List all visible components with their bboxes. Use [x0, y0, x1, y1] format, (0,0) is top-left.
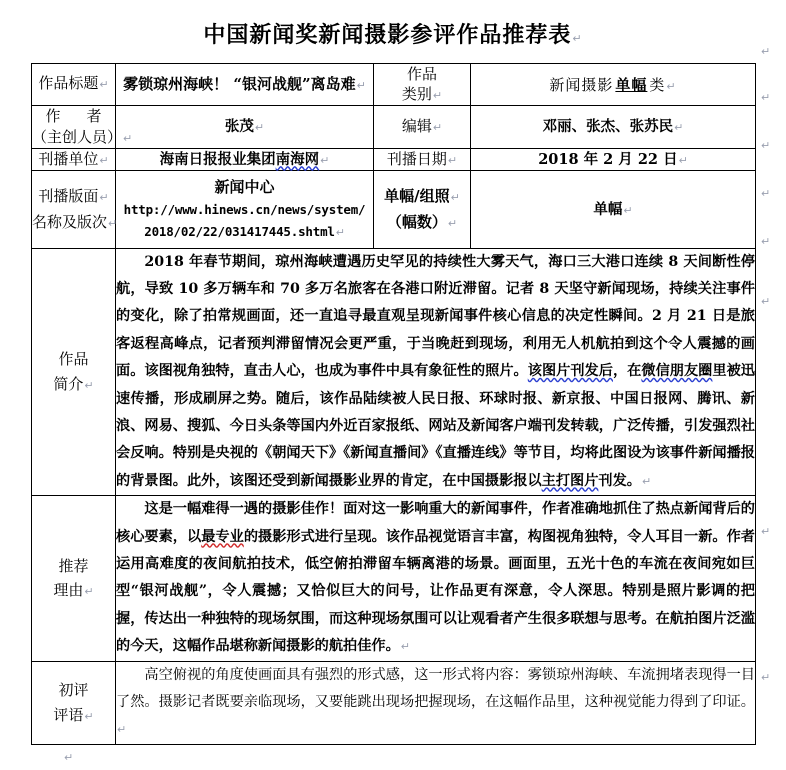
label-section-line2: 名称及版次↵ [32, 213, 118, 232]
paragraph-mark-icon: ↵ [674, 120, 684, 134]
paragraph-mark-icon: ↵ [335, 225, 345, 239]
right-margin-paragraph-marks [757, 45, 786, 745]
label-review [32, 661, 116, 744]
page-title [0, 0, 786, 63]
paragraph-mark-icon: ↵ [108, 217, 118, 231]
paragraph-mark-icon: ↵ [84, 378, 94, 392]
value-work-title: 雾锁琼州海峡！ “银河战舰”离岛难↵ [116, 64, 374, 106]
paragraph-mark-icon: ↵ [678, 153, 688, 167]
label-work-title: 作品标题↵ [32, 64, 116, 106]
summary-part-2: ，在 [612, 363, 642, 380]
table-row-author [32, 105, 756, 148]
label-reason-line2: 理由↵ [53, 581, 94, 600]
value-publisher-flagged: 南海网 [275, 150, 320, 168]
category-prefix: 新闻摄影 [549, 75, 614, 94]
paragraph-mark-icon: ↵ [84, 709, 94, 723]
category-selected: 单幅 [615, 75, 648, 94]
paragraph-mark-icon: ↵ [254, 120, 265, 134]
recommendation-form-table [31, 63, 756, 745]
form-table-wrapper [31, 45, 771, 745]
text-reason [116, 496, 756, 661]
value-section-name: 新闻中心 [214, 178, 275, 197]
label-review-line2: 评语↵ [53, 705, 94, 724]
paragraph-mark-icon: ↵ [761, 91, 771, 104]
paragraph-mark-icon: ↵ [99, 191, 109, 205]
label-reason-line1: 推荐 [58, 556, 89, 575]
paragraph-mark-icon: ↵ [761, 671, 771, 684]
label-reason [32, 496, 116, 661]
label-author-line2: （主创人员）↵ [32, 127, 133, 146]
paragraph-mark-icon: ↵ [99, 78, 109, 92]
paragraph-mark-icon: ↵ [117, 723, 127, 737]
paragraph-mark-icon: ↵ [641, 474, 652, 488]
summary-flagged-3: 主打图片 [541, 472, 599, 489]
value-editor: 邓丽、张杰、张苏民↵ [471, 105, 756, 148]
label-summary-line2: 简介↵ [53, 374, 94, 393]
value-publisher: 海南日报报业集团南海网↵ [116, 148, 374, 171]
paragraph-mark-icon: ↵ [761, 295, 771, 308]
summary-part-3: 里被迅速传播，形成刷屏之势。随后，该作品陆续被人民日报、环球时报、新京报、中国日报网、腾讯、新浪、网易、搜狐、今日头条等国内外近百家报纸、网站及新闻客户端刊发转载，广泛传播，引发强烈社会反响。特别是央视的《朝闻天下》《新闻直播间》《直播连线》等节目，均将此图设为该事件新闻播报的背景图。此外，该图还受到新闻摄影业界的肯定，在中国摄影报以 [116, 363, 755, 489]
label-count-line1: 单幅/组照↵ [384, 187, 460, 206]
paragraph-mark-icon: ↵ [400, 640, 410, 654]
label-count-line2: （幅数）↵ [386, 213, 458, 232]
table-row-work-title [32, 64, 756, 106]
label-summary [32, 248, 116, 496]
label-author [32, 105, 133, 148]
paragraph-mark-icon: ↵ [761, 187, 771, 200]
paragraph-mark-icon: ↵ [432, 120, 443, 134]
paragraph-mark-icon: ↵ [64, 750, 74, 764]
paragraph-mark-icon: ↵ [99, 153, 109, 167]
label-publish-date: 刊播日期↵ [374, 148, 471, 171]
paragraph-mark-icon: ↵ [623, 203, 633, 217]
paragraph-mark-icon: ↵ [761, 525, 771, 538]
label-count [374, 171, 471, 248]
review-body: 高空俯视的角度使画面具有强烈的形式感，这一形式将内容：雾锁琼州海峡、车流拥堵表现得一目了然。摄影记者既要亲临现场，又要能跳出现场把握现场，在这幅作品里，这种视觉能力得到了印证。 [116, 666, 755, 710]
paragraph-mark-icon: ↵ [761, 139, 771, 152]
label-author-line1: 作 者 [45, 106, 102, 125]
label-review-line1: 初评 [58, 680, 89, 699]
paragraph-mark-icon: ↵ [447, 153, 458, 167]
label-section-line1: 刊播版面↵ [38, 187, 109, 206]
summary-part-1: 2018 年春节期间，琼州海峡遭遇历史罕见的持续性大雾天气，海口三大港口连续 8 天间断性停航，导致 10 多万辆车和 70 多万名旅客在各港口附近滞留。记者 8 天坚守新闻现场，持续关注事件的变化，除了拍常规画面，还一直追寻最直观呈现新闻事件核心信息的决定性瞬间。2 月 21 日是旅客返程高峰点，记者预判滞留情况会更严重，于当晚赶到现场，利用无人机航拍到这个令人震撼的画面。该图视角独特，直击人心，也成为事件中具有象征性的照片。 [116, 253, 755, 380]
label-editor: 编辑↵ [374, 105, 471, 148]
reason-part-2: 的摄影形式进行呈现。该作品视觉语言丰富，构图视角独特，令人耳目一新。作者运用高难度的夜间航拍技术，低空俯拍滞留车辆离港的场景。画面里，五光十色的车流在夜间宛如巨型“银河战舰”，令人震撼；又恰似巨大的问号，让作品更有深意，令人深思。特别是照片影调的把握，传达出一种独特的现场氛围，而这种现场氛围可以让观看者产生很多联想与思考。在航拍图片泛滥的今天，这幅作品堪称新闻摄影的航拍佳作。 [116, 528, 755, 655]
summary-flagged-2: 微信朋友圈 [641, 363, 713, 380]
value-author: 张茂↵ [116, 105, 374, 148]
paragraph-mark-icon: ↵ [447, 217, 458, 231]
value-publish-date: 2018 年 2 月 22 日↵ [471, 148, 756, 171]
table-row-publisher [32, 148, 756, 171]
paragraph-mark-icon: ↵ [320, 153, 330, 167]
table-row-summary [32, 248, 756, 496]
paragraph-mark-icon: ↵ [666, 79, 677, 93]
paragraph-mark-icon: ↵ [572, 32, 583, 45]
table-row-reason [32, 496, 756, 661]
paragraph-mark-icon: ↵ [450, 191, 460, 205]
value-section-url: http://www.hinews.cn/news/system/2018/02/22/031417445.shtml↵ [123, 201, 366, 239]
paragraph-mark-icon: ↵ [432, 89, 443, 103]
value-work-category [471, 64, 756, 106]
reason-part-1: 这是一幅难得一遇的摄影佳作！面对这一影响重大的新闻事件，作者准确地抓住了热点新闻背后的核心要素，以 [116, 501, 755, 545]
summary-flagged-1: 该图片刊发后 [527, 363, 613, 380]
summary-part-4: 刊发。 [598, 472, 641, 489]
value-section [116, 171, 374, 248]
table-row-section [32, 171, 756, 248]
reason-flagged-1: 最专业 [201, 528, 244, 545]
text-review [116, 661, 756, 744]
paragraph-mark-icon: ↵ [761, 45, 771, 58]
paragraph-mark-icon: ↵ [84, 585, 94, 599]
text-summary [116, 248, 756, 496]
page-title-text: 中国新闻奖新闻摄影参评作品推荐表 [203, 22, 572, 48]
label-work-category [374, 64, 471, 106]
trailing-paragraph-mark [0, 751, 786, 764]
table-row-review [32, 661, 756, 744]
value-count: 单幅↵ [471, 171, 756, 248]
label-work-category-line1: 作品 [406, 65, 437, 83]
paragraph-mark-icon: ↵ [356, 79, 366, 92]
category-suffix: 类 [649, 75, 666, 94]
label-section [32, 171, 116, 248]
paragraph-mark-icon: ↵ [123, 131, 133, 145]
paragraph-mark-icon: ↵ [761, 235, 771, 248]
label-summary-line1: 作品 [58, 350, 89, 369]
label-work-category-line2: 类别↵ [401, 85, 443, 104]
label-publisher: 刊播单位↵ [32, 148, 116, 171]
